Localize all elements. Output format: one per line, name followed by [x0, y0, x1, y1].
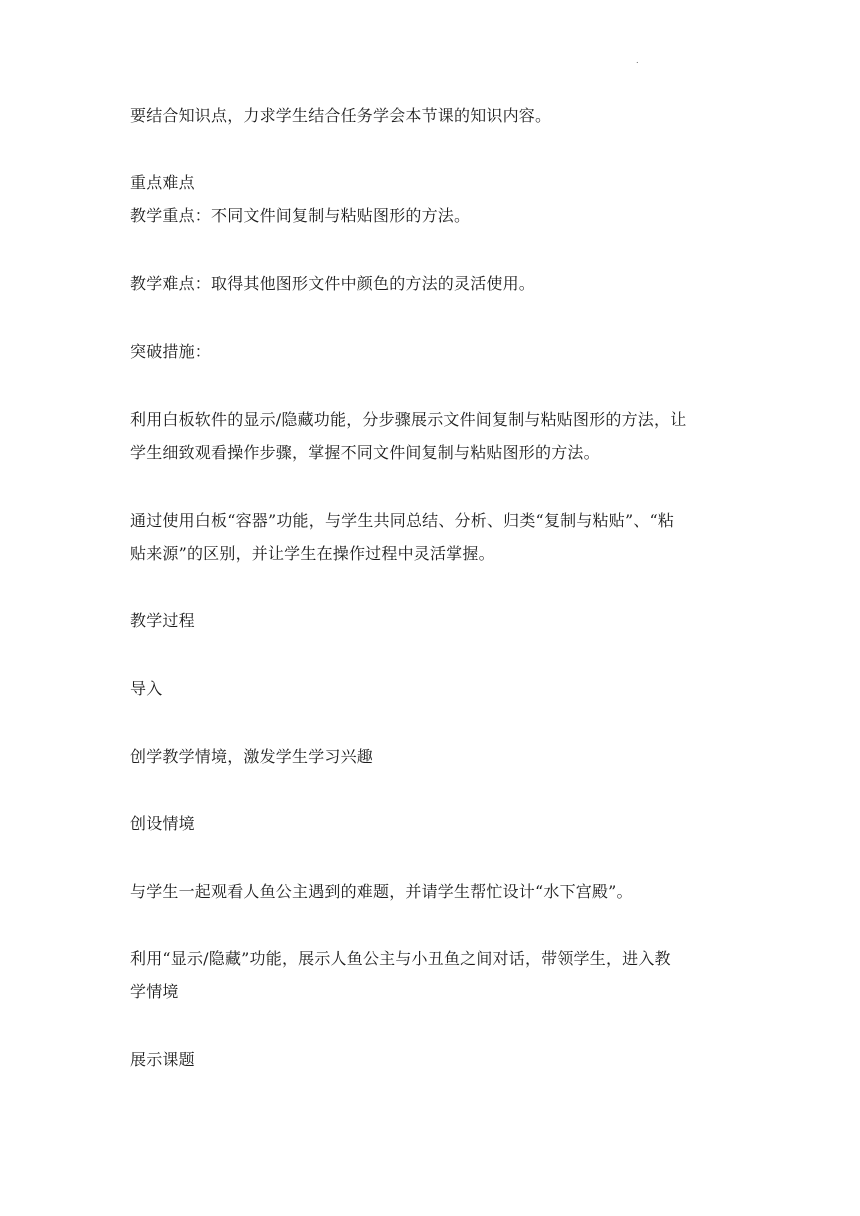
- paragraph-create-context: 创学教学情境，激发学生学习兴趣: [130, 747, 374, 766]
- paragraph-show-hide-line-2: 学情境: [130, 982, 179, 1001]
- section-heading-key-points: 重点难点: [130, 173, 195, 192]
- section-heading-intro: 导入: [130, 679, 163, 698]
- paragraph-show-hide-line-1: 利用“显示/隐藏”功能，展示人鱼公主与小丑鱼之间对话，带领学生，进入教: [130, 949, 671, 968]
- paragraph-watch-problem: 与学生一起观看人鱼公主遇到的难题，并请学生帮忙设计“水下宫殿”。: [130, 882, 633, 901]
- paragraph-teaching-focus: 教学重点：不同文件间复制与粘贴图形的方法。: [130, 206, 471, 225]
- section-heading-setting: 创设情境: [130, 814, 195, 833]
- header-mark: .: [636, 56, 639, 65]
- paragraph-intro: 要结合知识点，力求学生结合任务学会本节课的知识内容。: [130, 106, 552, 125]
- paragraph-teaching-difficulty: 教学难点：取得其他图形文件中颜色的方法的灵活使用。: [130, 274, 536, 293]
- section-heading-process: 教学过程: [130, 611, 195, 630]
- section-heading-measures: 突破措施：: [130, 342, 212, 361]
- section-heading-show-topic: 展示课题: [130, 1050, 195, 1069]
- paragraph-measure-2-line-1: 通过使用白板“容器”功能，与学生共同总结、分析、归类“复制与粘贴”、“粘: [130, 511, 675, 530]
- paragraph-measure-1-line-2: 学生细致观看操作步骤，掌握不同文件间复制与粘贴图形的方法。: [130, 443, 600, 462]
- paragraph-measure-1-line-1: 利用白板软件的显示/隐藏功能，分步骤展示文件间复制与粘贴图形的方法，让: [130, 410, 687, 429]
- paragraph-measure-2-line-2: 贴来源”的区别，并让学生在操作过程中灵活掌握。: [130, 544, 495, 563]
